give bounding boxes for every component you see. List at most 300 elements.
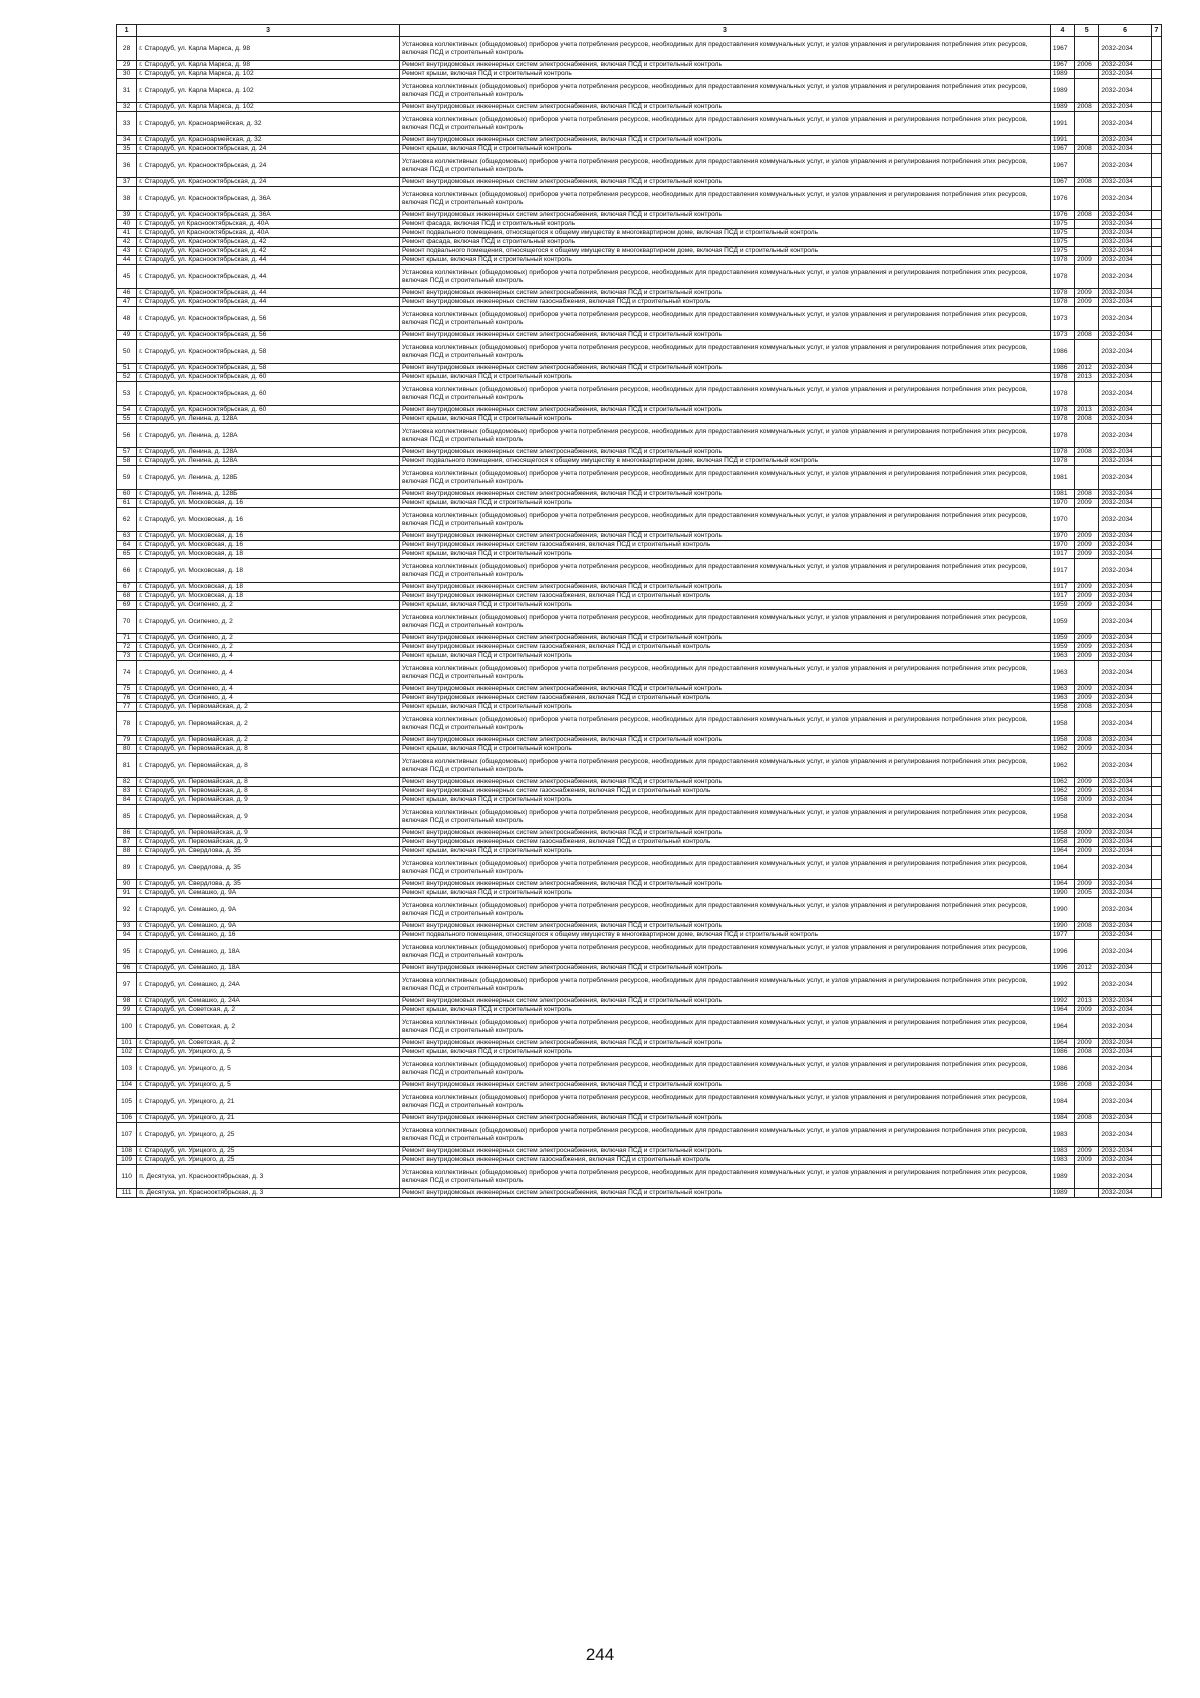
- row-build-year: 1978: [1050, 415, 1074, 424]
- row-build-year: 1984: [1050, 1090, 1074, 1114]
- header-col-6: 6: [1099, 25, 1152, 37]
- row-extra: [1151, 448, 1161, 457]
- row-planned-period: 2032-2034: [1099, 79, 1152, 103]
- row-number: 34: [117, 136, 137, 145]
- table-row: [117, 61, 1162, 70]
- row-build-year: 1958: [1050, 805, 1074, 829]
- row-build-year: 1964: [1050, 1039, 1074, 1048]
- row-work: Ремонт фасада, включая ПСД и строительный контроль: [399, 220, 1050, 229]
- row-build-year: 1973: [1050, 331, 1074, 340]
- row-number: 51: [117, 364, 137, 373]
- row-build-year: 1962: [1050, 787, 1074, 796]
- table-row: [117, 508, 1162, 532]
- header-col-7: 7: [1151, 25, 1161, 37]
- row-work: Установка коллективных (общедомовых) приборов учета потребления ресурсов, необходимых для предоставления коммунальных услуг, и узлов управления и регулирования потребления этих ресурсов, включая ПСД и строительный контроль: [399, 307, 1050, 331]
- row-number: 110: [117, 1165, 137, 1189]
- table-row: [117, 1147, 1162, 1156]
- row-extra: [1151, 1048, 1161, 1057]
- row-extra: [1151, 931, 1161, 940]
- row-number: 54: [117, 406, 137, 415]
- row-work: Ремонт внутридомовых инженерных систем электроснабжения, включая ПСД и строительный контроль: [399, 289, 1050, 298]
- row-work: Установка коллективных (общедомовых) приборов учета потребления ресурсов, необходимых для предоставления коммунальных услуг, и узлов управления и регулирования потребления этих ресурсов, включая ПСД и строительный контроль: [399, 1090, 1050, 1114]
- table-row: [117, 1156, 1162, 1165]
- row-number: 76: [117, 694, 137, 703]
- table-row: [117, 754, 1162, 778]
- row-last-repair-year: [1075, 931, 1099, 940]
- row-extra: [1151, 1015, 1161, 1039]
- table-row: [117, 103, 1162, 112]
- row-build-year: 1970: [1050, 499, 1074, 508]
- table-row: [117, 1123, 1162, 1147]
- row-number: 68: [117, 592, 137, 601]
- row-extra: [1151, 922, 1161, 931]
- row-number: 43: [117, 247, 137, 256]
- row-number: 63: [117, 532, 137, 541]
- row-address: г. Стародуб, ул. Краснооктябрьская, д. 44: [137, 289, 400, 298]
- table-row: [117, 1006, 1162, 1015]
- table-row: [117, 652, 1162, 661]
- row-build-year: 1976: [1050, 187, 1074, 211]
- table-row: [117, 736, 1162, 745]
- row-work: Установка коллективных (общедомовых) приборов учета потребления ресурсов, необходимых для предоставления коммунальных услуг, и узлов управления и регулирования потребления этих ресурсов, включая ПСД и строительный контроль: [399, 1123, 1050, 1147]
- row-address: г. Стародуб, ул. Краснооктябрьская, д. 24: [137, 178, 400, 187]
- row-extra: [1151, 307, 1161, 331]
- row-address: г. Стародуб, ул. Карла Маркса, д. 98: [137, 37, 400, 61]
- row-extra: [1151, 490, 1161, 499]
- row-address: г. Стародуб, ул. Краснооктябрьская, д. 60: [137, 373, 400, 382]
- row-planned-period: 2032-2034: [1099, 298, 1152, 307]
- row-number: 79: [117, 736, 137, 745]
- row-number: 97: [117, 973, 137, 997]
- row-work: Ремонт внутридомовых инженерных систем электроснабжения, включая ПСД и строительный контроль: [399, 1081, 1050, 1090]
- row-number: 96: [117, 964, 137, 973]
- table-row: [117, 1114, 1162, 1123]
- row-extra: [1151, 1057, 1161, 1081]
- row-last-repair-year: [1075, 424, 1099, 448]
- row-work: Ремонт крыши, включая ПСД и строительный контроль: [399, 1048, 1050, 1057]
- table-row: [117, 247, 1162, 256]
- row-build-year: 1992: [1050, 997, 1074, 1006]
- row-extra: [1151, 856, 1161, 880]
- row-work: Установка коллективных (общедомовых) приборов учета потребления ресурсов, необходимых для предоставления коммунальных услуг, и узлов управления и регулирования потребления этих ресурсов, включая ПСД и строительный контроль: [399, 712, 1050, 736]
- table-row: [117, 940, 1162, 964]
- row-address: г. Стародуб, ул. Семашко, д. 18А: [137, 964, 400, 973]
- row-planned-period: 2032-2034: [1099, 307, 1152, 331]
- row-build-year: 1978: [1050, 382, 1074, 406]
- row-planned-period: 2032-2034: [1099, 610, 1152, 634]
- row-last-repair-year: [1075, 466, 1099, 490]
- row-build-year: 1963: [1050, 685, 1074, 694]
- row-last-repair-year: [1075, 1165, 1099, 1189]
- row-extra: [1151, 880, 1161, 889]
- row-work: Установка коллективных (общедомовых) приборов учета потребления ресурсов, необходимых для предоставления коммунальных услуг, и узлов управления и регулирования потребления этих ресурсов, включая ПСД и строительный контроль: [399, 856, 1050, 880]
- table-row: [117, 145, 1162, 154]
- row-work: Ремонт внутридомовых инженерных систем электроснабжения, включая ПСД и строительный контроль: [399, 136, 1050, 145]
- row-number: 50: [117, 340, 137, 364]
- row-work: Ремонт крыши, включая ПСД и строительный контроль: [399, 373, 1050, 382]
- row-work: Ремонт внутридомовых инженерных систем электроснабжения, включая ПСД и строительный контроль: [399, 406, 1050, 415]
- table-row: [117, 406, 1162, 415]
- row-last-repair-year: [1075, 70, 1099, 79]
- row-extra: [1151, 229, 1161, 238]
- row-last-repair-year: [1075, 79, 1099, 103]
- row-last-repair-year: [1075, 154, 1099, 178]
- table-row: [117, 838, 1162, 847]
- row-number: 71: [117, 634, 137, 643]
- table-row: [117, 610, 1162, 634]
- row-address: г. Стародуб, ул. Урицкого, д. 25: [137, 1123, 400, 1147]
- row-extra: [1151, 466, 1161, 490]
- row-last-repair-year: 2009: [1075, 745, 1099, 754]
- row-work: Установка коллективных (общедомовых) приборов учета потребления ресурсов, необходимых для предоставления коммунальных услуг, и узлов управления и регулирования потребления этих ресурсов, включая ПСД и строительный контроль: [399, 610, 1050, 634]
- row-extra: [1151, 1123, 1161, 1147]
- row-build-year: 1958: [1050, 712, 1074, 736]
- row-number: 82: [117, 778, 137, 787]
- row-work: Установка коллективных (общедомовых) приборов учета потребления ресурсов, необходимых для предоставления коммунальных услуг, и узлов управления и регулирования потребления этих ресурсов, включая ПСД и строительный контроль: [399, 112, 1050, 136]
- row-extra: [1151, 457, 1161, 466]
- row-number: 90: [117, 880, 137, 889]
- row-address: г. Стародуб, ул Краснооктябрьская, д. 40А: [137, 229, 400, 238]
- row-address: г. Стародуб, ул. Осипенко, д. 4: [137, 694, 400, 703]
- row-address: г. Стародуб, ул. Ленина, д. 128А: [137, 457, 400, 466]
- row-address: г. Стародуб, ул. Ленина, д. 128А: [137, 424, 400, 448]
- row-build-year: 1978: [1050, 457, 1074, 466]
- row-planned-period: 2032-2034: [1099, 1090, 1152, 1114]
- row-address: г. Стародуб, ул. Краснооктябрьская, д. 44: [137, 256, 400, 265]
- table-row: [117, 229, 1162, 238]
- row-planned-period: 2032-2034: [1099, 931, 1152, 940]
- row-planned-period: 2032-2034: [1099, 829, 1152, 838]
- row-build-year: 1917: [1050, 559, 1074, 583]
- row-work: Установка коллективных (общедомовых) приборов учета потребления ресурсов, необходимых для предоставления коммунальных услуг, и узлов управления и регулирования потребления этих ресурсов, включая ПСД и строительный контроль: [399, 754, 1050, 778]
- row-number: 85: [117, 805, 137, 829]
- row-work: Ремонт крыши, включая ПСД и строительный контроль: [399, 889, 1050, 898]
- row-build-year: 1973: [1050, 307, 1074, 331]
- row-address: г. Стародуб, ул. Краснооктябрьская, д. 58: [137, 340, 400, 364]
- row-build-year: 1959: [1050, 634, 1074, 643]
- row-work: Установка коллективных (общедомовых) приборов учета потребления ресурсов, необходимых для предоставления коммунальных услуг, и узлов управления и регулирования потребления этих ресурсов, включая ПСД и строительный контроль: [399, 661, 1050, 685]
- row-planned-period: 2032-2034: [1099, 1081, 1152, 1090]
- row-address: г. Стародуб, ул. Красноармейская, д. 32: [137, 136, 400, 145]
- row-build-year: 1964: [1050, 856, 1074, 880]
- row-planned-period: 2032-2034: [1099, 787, 1152, 796]
- row-number: 98: [117, 997, 137, 1006]
- row-address: г. Стародуб, ул. Ленина, д. 128Б: [137, 490, 400, 499]
- row-number: 47: [117, 298, 137, 307]
- row-build-year: 1989: [1050, 1165, 1074, 1189]
- row-planned-period: 2032-2034: [1099, 187, 1152, 211]
- row-build-year: 1958: [1050, 703, 1074, 712]
- row-last-repair-year: [1075, 856, 1099, 880]
- row-work: Установка коллективных (общедомовых) приборов учета потребления ресурсов, необходимых для предоставления коммунальных услуг, и узлов управления и регулирования потребления этих ресурсов, включая ПСД и строительный контроль: [399, 382, 1050, 406]
- row-extra: [1151, 973, 1161, 997]
- row-work: Установка коллективных (общедомовых) приборов учета потребления ресурсов, необходимых для предоставления коммунальных услуг, и узлов управления и регулирования потребления этих ресурсов, включая ПСД и строительный контроль: [399, 940, 1050, 964]
- row-last-repair-year: 2009: [1075, 1156, 1099, 1165]
- row-last-repair-year: [1075, 1189, 1099, 1198]
- row-last-repair-year: [1075, 1123, 1099, 1147]
- row-build-year: 1959: [1050, 601, 1074, 610]
- table-row: [117, 778, 1162, 787]
- row-number: 89: [117, 856, 137, 880]
- row-planned-period: 2032-2034: [1099, 229, 1152, 238]
- row-number: 84: [117, 796, 137, 805]
- row-build-year: 1975: [1050, 220, 1074, 229]
- row-address: г. Стародуб, ул. Карла Маркса, д. 98: [137, 61, 400, 70]
- row-work: Ремонт внутридомовых инженерных систем электроснабжения, включая ПСД и строительный контроль: [399, 583, 1050, 592]
- row-build-year: 1975: [1050, 238, 1074, 247]
- row-address: г. Стародуб, ул. Советская, д. 2: [137, 1015, 400, 1039]
- row-build-year: 1970: [1050, 532, 1074, 541]
- row-work: Ремонт внутридомовых инженерных систем электроснабжения, включая ПСД и строительный контроль: [399, 211, 1050, 220]
- row-work: Ремонт внутридомовых инженерных систем газоснабжения, включая ПСД и строительный контроль: [399, 643, 1050, 652]
- row-planned-period: 2032-2034: [1099, 652, 1152, 661]
- row-address: г. Стародуб, ул. Осипенко, д. 4: [137, 652, 400, 661]
- row-address: г. Стародуб, ул. Первомайская, д. 2: [137, 703, 400, 712]
- row-planned-period: 2032-2034: [1099, 643, 1152, 652]
- row-planned-period: 2032-2034: [1099, 694, 1152, 703]
- row-last-repair-year: 2009: [1075, 256, 1099, 265]
- row-address: г. Стародуб, ул. Свердлова, д. 35: [137, 880, 400, 889]
- header-col-1: 1: [117, 25, 137, 37]
- row-last-repair-year: [1075, 1015, 1099, 1039]
- row-extra: [1151, 652, 1161, 661]
- row-last-repair-year: 2009: [1075, 601, 1099, 610]
- row-address: г. Стародуб, ул. Краснооктябрьская, д. 24: [137, 145, 400, 154]
- row-build-year: 1967: [1050, 145, 1074, 154]
- row-work: Ремонт внутридомовых инженерных систем электроснабжения, включая ПСД и строительный контроль: [399, 1189, 1050, 1198]
- row-build-year: 1975: [1050, 247, 1074, 256]
- table-row: [117, 712, 1162, 736]
- row-address: г. Стародуб, ул. Первомайская, д. 9: [137, 805, 400, 829]
- row-last-repair-year: [1075, 37, 1099, 61]
- row-planned-period: 2032-2034: [1099, 373, 1152, 382]
- row-work: Ремонт внутридомовых инженерных систем электроснабжения, включая ПСД и строительный контроль: [399, 364, 1050, 373]
- row-work: Ремонт крыши, включая ПСД и строительный контроль: [399, 145, 1050, 154]
- row-number: 72: [117, 643, 137, 652]
- row-extra: [1151, 187, 1161, 211]
- row-work: Ремонт подвального помещения, относящегося к общему имуществу в многоквартирном доме, включая ПСД и строительный контроль: [399, 229, 1050, 238]
- row-planned-period: 2032-2034: [1099, 382, 1152, 406]
- row-address: г. Стародуб, ул. Семашко, д. 9А: [137, 898, 400, 922]
- table-row: [117, 601, 1162, 610]
- table-row: [117, 238, 1162, 247]
- table-row: [117, 643, 1162, 652]
- row-number: 58: [117, 457, 137, 466]
- row-extra: [1151, 736, 1161, 745]
- row-extra: [1151, 847, 1161, 856]
- row-address: п. Десятуха, ул. Краснооктябрьская, д. 3: [137, 1189, 400, 1198]
- row-address: г. Стародуб, ул Краснооктябрьская, д. 40А: [137, 220, 400, 229]
- table-row: [117, 856, 1162, 880]
- row-extra: [1151, 424, 1161, 448]
- row-planned-period: 2032-2034: [1099, 805, 1152, 829]
- row-address: г. Стародуб, ул. Советская, д. 2: [137, 1006, 400, 1015]
- row-number: 74: [117, 661, 137, 685]
- row-number: 61: [117, 499, 137, 508]
- row-last-repair-year: 2008: [1075, 922, 1099, 931]
- row-number: 95: [117, 940, 137, 964]
- row-planned-period: 2032-2034: [1099, 583, 1152, 592]
- row-number: 69: [117, 601, 137, 610]
- row-last-repair-year: 2009: [1075, 829, 1099, 838]
- table-row: [117, 499, 1162, 508]
- row-build-year: 1959: [1050, 610, 1074, 634]
- row-last-repair-year: 2009: [1075, 1039, 1099, 1048]
- row-number: 93: [117, 922, 137, 931]
- row-extra: [1151, 103, 1161, 112]
- row-work: Установка коллективных (общедомовых) приборов учета потребления ресурсов, необходимых для предоставления коммунальных услуг, и узлов управления и регулирования потребления этих ресурсов, включая ПСД и строительный контроль: [399, 154, 1050, 178]
- row-number: 80: [117, 745, 137, 754]
- row-last-repair-year: 2009: [1075, 532, 1099, 541]
- row-extra: [1151, 178, 1161, 187]
- row-extra: [1151, 838, 1161, 847]
- row-build-year: 1990: [1050, 898, 1074, 922]
- row-number: 88: [117, 847, 137, 856]
- row-build-year: 1917: [1050, 550, 1074, 559]
- row-extra: [1151, 499, 1161, 508]
- row-last-repair-year: 2009: [1075, 541, 1099, 550]
- row-address: г. Стародуб, ул. Краснооктябрьская, д. 60: [137, 382, 400, 406]
- row-work: Установка коллективных (общедомовых) приборов учета потребления ресурсов, необходимых для предоставления коммунальных услуг, и узлов управления и регулирования потребления этих ресурсов, включая ПСД и строительный контроль: [399, 805, 1050, 829]
- row-planned-period: 2032-2034: [1099, 541, 1152, 550]
- row-build-year: 1962: [1050, 754, 1074, 778]
- row-extra: [1151, 373, 1161, 382]
- row-build-year: 1981: [1050, 466, 1074, 490]
- row-planned-period: 2032-2034: [1099, 559, 1152, 583]
- row-address: г. Стародуб, ул. Урицкого, д. 5: [137, 1048, 400, 1057]
- row-extra: [1151, 211, 1161, 220]
- row-work: Ремонт крыши, включая ПСД и строительный контроль: [399, 745, 1050, 754]
- row-extra: [1151, 406, 1161, 415]
- row-work: Ремонт внутридомовых инженерных систем электроснабжения, включая ПСД и строительный контроль: [399, 880, 1050, 889]
- header-col-3: 3: [399, 25, 1050, 37]
- row-work: Установка коллективных (общедомовых) приборов учета потребления ресурсов, необходимых для предоставления коммунальных услуг, и узлов управления и регулирования потребления этих ресурсов, включая ПСД и строительный контроль: [399, 187, 1050, 211]
- row-planned-period: 2032-2034: [1099, 238, 1152, 247]
- row-address: г. Стародуб, ул. Краснооктябрьская, д. 42: [137, 247, 400, 256]
- row-last-repair-year: [1075, 508, 1099, 532]
- row-extra: [1151, 1081, 1161, 1090]
- row-planned-period: 2032-2034: [1099, 898, 1152, 922]
- table-row: [117, 265, 1162, 289]
- row-last-repair-year: 2008: [1075, 1048, 1099, 1057]
- row-extra: [1151, 703, 1161, 712]
- row-extra: [1151, 559, 1161, 583]
- row-address: г. Стародуб, ул. Урицкого, д. 25: [137, 1156, 400, 1165]
- row-number: 65: [117, 550, 137, 559]
- row-extra: [1151, 1039, 1161, 1048]
- row-address: г. Стародуб, ул. Первомайская, д. 2: [137, 712, 400, 736]
- row-extra: [1151, 898, 1161, 922]
- row-last-repair-year: [1075, 136, 1099, 145]
- row-build-year: 1917: [1050, 592, 1074, 601]
- row-address: г. Стародуб, ул. Московская, д. 18: [137, 550, 400, 559]
- row-work: Ремонт внутридомовых инженерных систем электроснабжения, включая ПСД и строительный контроль: [399, 922, 1050, 931]
- row-work: Установка коллективных (общедомовых) приборов учета потребления ресурсов, необходимых для предоставления коммунальных услуг, и узлов управления и регулирования потребления этих ресурсов, включая ПСД и строительный контроль: [399, 559, 1050, 583]
- table-row: [117, 1090, 1162, 1114]
- row-work: Установка коллективных (общедомовых) приборов учета потребления ресурсов, необходимых для предоставления коммунальных услуг, и узлов управления и регулирования потребления этих ресурсов, включая ПСД и строительный контроль: [399, 898, 1050, 922]
- row-extra: [1151, 136, 1161, 145]
- row-work: Ремонт подвального помещения, относящегося к общему имуществу в многоквартирном доме, включая ПСД и строительный контроль: [399, 247, 1050, 256]
- row-address: г. Стародуб, ул. Первомайская, д. 8: [137, 754, 400, 778]
- row-last-repair-year: 2009: [1075, 685, 1099, 694]
- row-last-repair-year: 2009: [1075, 880, 1099, 889]
- row-work: Ремонт внутридомовых инженерных систем электроснабжения, включая ПСД и строительный контроль: [399, 1147, 1050, 1156]
- page-number: 244: [585, 1645, 615, 1664]
- row-planned-period: 2032-2034: [1099, 1006, 1152, 1015]
- row-last-repair-year: [1075, 1057, 1099, 1081]
- row-planned-period: 2032-2034: [1099, 406, 1152, 415]
- row-work: Ремонт крыши, включая ПСД и строительный контроль: [399, 1006, 1050, 1015]
- table-row: [117, 415, 1162, 424]
- row-extra: [1151, 694, 1161, 703]
- row-build-year: 1978: [1050, 373, 1074, 382]
- row-address: г. Стародуб, ул. Карла Маркса, д. 102: [137, 79, 400, 103]
- row-address: г. Стародуб, ул. Красноармейская, д. 32: [137, 112, 400, 136]
- row-last-repair-year: 2009: [1075, 1006, 1099, 1015]
- row-work: Ремонт фасада, включая ПСД и строительный контроль: [399, 238, 1050, 247]
- row-planned-period: 2032-2034: [1099, 889, 1152, 898]
- table-row: [117, 787, 1162, 796]
- row-number: 102: [117, 1048, 137, 1057]
- row-extra: [1151, 331, 1161, 340]
- row-last-repair-year: 2009: [1075, 592, 1099, 601]
- row-work: Ремонт внутридомовых инженерных систем электроснабжения, включая ПСД и строительный контроль: [399, 331, 1050, 340]
- row-address: г. Стародуб, ул. Урицкого, д. 5: [137, 1057, 400, 1081]
- table-row: [117, 898, 1162, 922]
- row-address: г. Стародуб, ул. Краснооктябрьская, д. 60: [137, 406, 400, 415]
- row-planned-period: 2032-2034: [1099, 550, 1152, 559]
- row-last-repair-year: 2009: [1075, 787, 1099, 796]
- row-address: г. Стародуб, ул. Московская, д. 16: [137, 508, 400, 532]
- row-number: 55: [117, 415, 137, 424]
- capital-repair-table: [116, 24, 1162, 1198]
- row-planned-period: 2032-2034: [1099, 466, 1152, 490]
- row-number: 28: [117, 37, 137, 61]
- row-number: 91: [117, 889, 137, 898]
- row-planned-period: 2032-2034: [1099, 178, 1152, 187]
- row-build-year: 1964: [1050, 1015, 1074, 1039]
- row-number: 94: [117, 931, 137, 940]
- table-row: [117, 1057, 1162, 1081]
- row-build-year: 1978: [1050, 256, 1074, 265]
- row-work: Ремонт внутридомовых инженерных систем газоснабжения, включая ПСД и строительный контроль: [399, 787, 1050, 796]
- row-planned-period: 2032-2034: [1099, 973, 1152, 997]
- row-build-year: 1917: [1050, 583, 1074, 592]
- row-work: Ремонт внутридомовых инженерных систем электроснабжения, включая ПСД и строительный контроль: [399, 1039, 1050, 1048]
- table-row: [117, 550, 1162, 559]
- row-extra: [1151, 787, 1161, 796]
- row-planned-period: 2032-2034: [1099, 745, 1152, 754]
- row-last-repair-year: 2009: [1075, 634, 1099, 643]
- row-work: Установка коллективных (общедомовых) приборов учета потребления ресурсов, необходимых для предоставления коммунальных услуг, и узлов управления и регулирования потребления этих ресурсов, включая ПСД и строительный контроль: [399, 466, 1050, 490]
- table-row: [117, 187, 1162, 211]
- row-address: г. Стародуб, ул. Осипенко, д. 2: [137, 610, 400, 634]
- row-build-year: 1984: [1050, 1114, 1074, 1123]
- row-last-repair-year: 2008: [1075, 331, 1099, 340]
- row-number: 38: [117, 187, 137, 211]
- row-planned-period: 2032-2034: [1099, 265, 1152, 289]
- row-address: г. Стародуб, ул. Семашко, д. 9А: [137, 889, 400, 898]
- row-planned-period: 2032-2034: [1099, 712, 1152, 736]
- row-extra: [1151, 145, 1161, 154]
- row-last-repair-year: 2008: [1075, 1081, 1099, 1090]
- table-row: [117, 1039, 1162, 1048]
- row-last-repair-year: [1075, 457, 1099, 466]
- row-extra: [1151, 247, 1161, 256]
- row-planned-period: 2032-2034: [1099, 1156, 1152, 1165]
- row-work: Ремонт внутридомовых инженерных систем электроснабжения, включая ПСД и строительный контроль: [399, 997, 1050, 1006]
- table-row: [117, 154, 1162, 178]
